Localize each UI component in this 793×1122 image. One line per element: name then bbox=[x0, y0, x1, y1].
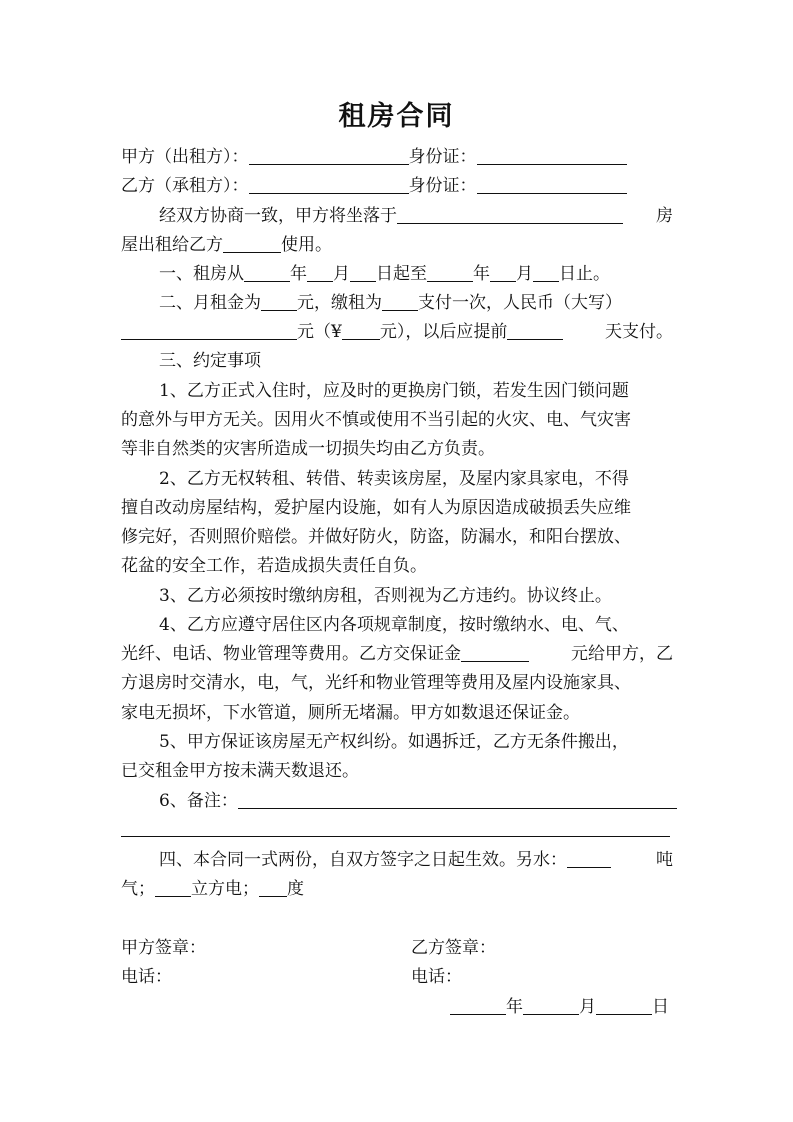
party-a-phone-label: 电话： bbox=[121, 967, 172, 987]
sign-month-blank[interactable] bbox=[523, 994, 579, 1015]
intro-line-1 bbox=[159, 203, 673, 229]
clause4-electric-label: 立方电； bbox=[191, 879, 259, 899]
item-1-line-3: 等非自然类的灾害所造成一切损失均由乙方负责。 bbox=[121, 439, 495, 459]
item-2-line-4: 花盆的安全工作，若造成损失责任自负。 bbox=[121, 556, 427, 576]
date-year-label: 年 bbox=[506, 997, 523, 1017]
item-4-line-4: 家电无损坏，下水管道，厕所无堵漏。甲方如数退还保证金。 bbox=[121, 703, 580, 723]
clause2-days-label: 天支付。 bbox=[605, 322, 673, 342]
item-1-line-2: 的意外与甲方无关。因用火不慎或使用不当引起的火灾、电、气灾害 bbox=[121, 410, 631, 430]
sign-day-blank[interactable] bbox=[596, 994, 652, 1015]
party-b-id-label: 身份证： bbox=[408, 176, 477, 196]
monthly-rent-blank[interactable] bbox=[261, 290, 297, 311]
clause-4-line-2 bbox=[121, 876, 304, 902]
signing-date-line bbox=[450, 994, 669, 1020]
item-1-line-1: 1、乙方正式入住时，应及时的更换房门锁，若发生因门锁问题 bbox=[159, 381, 629, 401]
clause4-text: 四、本合同一式两份，自双方签字之日起生效。另水： bbox=[159, 850, 567, 870]
item6-notes-label: 6、备注： bbox=[159, 791, 238, 811]
party-b-line bbox=[121, 173, 627, 199]
advance-days-blank[interactable] bbox=[507, 319, 563, 340]
item-3-line: 3、乙方必须按时缴纳房租，否则视为乙方违约。协议终止。 bbox=[159, 586, 612, 606]
item-4-line-3: 方退房时交清水，电，气，光纤和物业管理等费用及屋内设施家具、 bbox=[121, 673, 631, 693]
clause1-month: 月 bbox=[333, 264, 350, 284]
party-b-id-blank[interactable] bbox=[477, 173, 627, 194]
item4-deposit-post: 元给甲方，乙 bbox=[571, 644, 673, 664]
party-b-signature-label: 乙方签章： bbox=[411, 938, 496, 958]
party-a-id-blank[interactable] bbox=[477, 144, 627, 165]
clause2-advance-label: 元），以后应提前 bbox=[379, 322, 508, 342]
start-month-blank[interactable] bbox=[307, 261, 333, 282]
item-5-line-1: 5、甲方保证该房屋无产权纠纷。如遇拆迁，乙方无条件搬出， bbox=[159, 732, 629, 752]
item-4-line-1: 4、乙方应遵守居住区内各项规章制度，按时缴纳水、电、气、 bbox=[159, 615, 629, 635]
party-a-label: 甲方（出租方）： bbox=[121, 147, 249, 167]
sign-year-blank[interactable] bbox=[450, 994, 506, 1015]
property-address-blank[interactable] bbox=[397, 203, 623, 224]
intro-pre: 经双方协商一致，甲方将坐落于 bbox=[159, 206, 397, 226]
clause-2-line-2 bbox=[121, 319, 673, 345]
item-4-line-2 bbox=[121, 641, 673, 667]
document-title: 租房合同 bbox=[338, 101, 455, 132]
party-b-name-blank[interactable] bbox=[249, 173, 409, 194]
intro-line2-post: 使用。 bbox=[281, 235, 332, 255]
clause4-gas-label: 气； bbox=[121, 879, 155, 899]
item4-deposit-label: 光纤、电话、物业管理等费用。乙方交保证金 bbox=[121, 644, 461, 664]
start-year-blank[interactable] bbox=[244, 261, 290, 282]
party-a-signature-label: 甲方签章： bbox=[121, 938, 206, 958]
clause-1-line bbox=[159, 261, 610, 287]
clause1-end: 日止。 bbox=[559, 264, 610, 284]
clause2-payment-label: 元，缴租为 bbox=[297, 293, 382, 313]
clause4-water-unit: 吨 bbox=[656, 850, 673, 870]
water-reading-blank[interactable] bbox=[567, 847, 611, 868]
clause1-month-2: 月 bbox=[516, 264, 533, 284]
item-6-line bbox=[159, 788, 677, 814]
date-month-label: 月 bbox=[579, 997, 596, 1017]
intro-line-2 bbox=[121, 232, 332, 258]
clause2-rmb-label: 支付一次，人民币（大写） bbox=[418, 293, 622, 313]
clause1-text: 一、租房从 bbox=[159, 264, 244, 284]
clause-4-line-1 bbox=[159, 847, 673, 873]
electric-reading-blank[interactable] bbox=[259, 876, 287, 897]
usage-blank[interactable] bbox=[223, 232, 281, 253]
amount-in-words-blank[interactable] bbox=[121, 319, 297, 340]
item-2-line-1: 2、乙方无权转租、转借、转卖该房屋，及屋内家具家电，不得 bbox=[159, 469, 629, 489]
notes-blank[interactable] bbox=[238, 788, 677, 809]
start-day-blank[interactable] bbox=[350, 261, 376, 282]
end-month-blank[interactable] bbox=[490, 261, 516, 282]
party-b-label: 乙方（承租方）： bbox=[121, 176, 249, 196]
party-a-name-blank[interactable] bbox=[249, 144, 409, 165]
clause-2-line-1 bbox=[159, 290, 622, 316]
date-day-label: 日 bbox=[652, 997, 669, 1017]
deposit-blank[interactable] bbox=[461, 641, 529, 662]
item-2-line-2: 擅自改动房屋结构，爱护屋内设施，如有人为原因造成破损丢失应维 bbox=[121, 498, 631, 518]
clause1-year: 年 bbox=[290, 264, 307, 284]
party-a-line bbox=[121, 144, 627, 170]
clause-3-title: 三、约定事项 bbox=[159, 351, 261, 371]
clause1-day-to: 日起至 bbox=[376, 264, 427, 284]
clause2-yuan-label: 元（¥ bbox=[297, 322, 342, 342]
party-a-id-label: 身份证： bbox=[408, 147, 477, 167]
item-2-line-3: 修完好，否则照价赔偿。并做好防火，防盗，防漏水，和阳台摆放、 bbox=[121, 527, 631, 547]
intro-line2-pre: 屋出租给乙方 bbox=[121, 235, 223, 255]
clause1-year-2: 年 bbox=[473, 264, 490, 284]
gas-reading-blank[interactable] bbox=[155, 876, 191, 897]
payment-cycle-blank[interactable] bbox=[382, 290, 418, 311]
amount-in-figures-blank[interactable] bbox=[342, 319, 380, 340]
item-5-line-2: 已交租金甲方按未满天数退还。 bbox=[121, 761, 359, 781]
intro-post: 房 bbox=[656, 206, 673, 226]
clause2-rent-label: 二、月租金为 bbox=[159, 293, 261, 313]
end-day-blank[interactable] bbox=[533, 261, 559, 282]
end-year-blank[interactable] bbox=[427, 261, 473, 282]
clause4-electric-unit: 度 bbox=[287, 879, 304, 899]
party-b-phone-label: 电话： bbox=[411, 967, 462, 987]
notes-blank-line-2[interactable] bbox=[121, 836, 670, 837]
